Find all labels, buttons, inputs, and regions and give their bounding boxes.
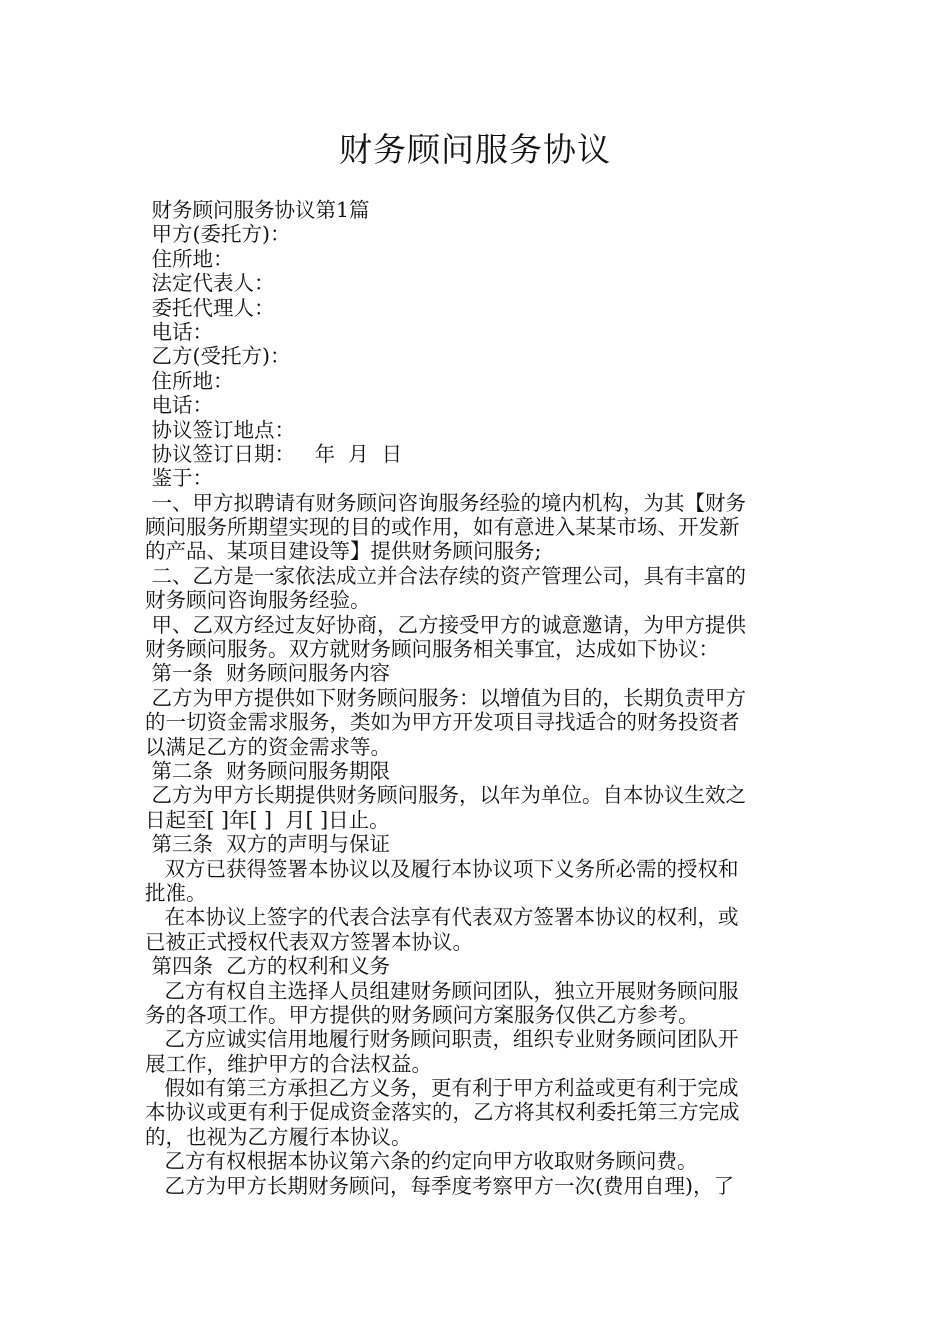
document-title: 财务顾问服务协议: [339, 130, 611, 169]
text-line: 财务顾问服务。双方就财务顾问服务相关事宜，达成如下协议：: [145, 637, 719, 662]
text-line: 财务顾问服务协议第1篇: [145, 198, 370, 222]
text-line: 顾问服务所期望实现的目的或作用，如有意进入某某市场、开发新: [145, 515, 740, 540]
text-line: 甲、乙双方经过友好协商，乙方接受甲方的诚意邀请，为甲方提供: [145, 612, 747, 637]
text-line: 甲方(委托方)：: [145, 222, 291, 247]
text-line: 的产品、某项目建设等】提供财务顾问服务;: [145, 539, 542, 564]
text-line: 协议签订日期： 年 月 日: [145, 441, 403, 466]
text-line: 乙方(受托方)：: [145, 344, 291, 369]
text-line: 的，也视为乙方履行本协议。: [145, 1124, 412, 1149]
text-line: 协议签订地点：: [145, 417, 296, 442]
text-line: 乙方应诚实信用地履行财务顾问职责，组织专业财务顾问团队开: [145, 1027, 739, 1052]
text-line: 乙方为甲方长期提供财务顾问服务，以年为单位。自本协议生效之: [145, 783, 747, 808]
text-line: 第二条 财务顾问服务期限: [145, 758, 391, 783]
text-line: 法定代表人：: [145, 271, 275, 296]
text-line: 财务顾问咨询服务经验。: [145, 588, 371, 613]
text-line: 第三条 双方的声明与保证: [145, 832, 391, 857]
text-line: 本协议或更有利于促成资金落实的，乙方将其权利委托第三方完成: [145, 1100, 740, 1125]
text-line: 批准。: [145, 880, 207, 905]
text-line: 假如有第三方承担乙方义务，更有利于甲方利益或更有利于完成: [145, 1076, 739, 1101]
text-line: 鉴于：: [145, 466, 214, 491]
text-line: 日起至[ ]年[ ] 月[ ]日止。: [145, 807, 390, 832]
document-body: [145, 198, 810, 1198]
text-line: 已被正式授权代表双方签署本协议。: [145, 929, 473, 954]
text-line: 的一切资金需求服务，类如为甲方开发项目寻找适合的财务投资者: [145, 710, 740, 735]
text-line: 一、甲方拟聘请有财务顾问咨询服务经验的境内机构，为其【财务: [145, 490, 747, 515]
text-line: 在本协议上签字的代表合法享有代表双方签署本协议的权利，或: [145, 905, 739, 930]
text-line: 第四条 乙方的权利和义务: [145, 954, 391, 979]
text-line: 住所地：: [145, 246, 234, 271]
text-line: 乙方有权自主选择人员组建财务顾问团队，独立开展财务顾问服: [145, 978, 739, 1003]
text-line: 委托代理人：: [145, 295, 275, 320]
text-line: 乙方有权根据本协议第六条的约定向甲方收取财务顾问费。: [145, 1149, 698, 1174]
text-line: 住所地：: [145, 368, 234, 393]
text-line: 以满足乙方的资金需求等。: [145, 734, 391, 759]
text-line: 乙方为甲方提供如下财务顾问服务：以增值为目的，长期负责甲方: [145, 685, 747, 710]
text-line: 双方已获得签署本协议以及履行本协议项下义务所必需的授权和: [145, 856, 739, 881]
text-line: 展工作，维护甲方的合法权益。: [145, 1051, 432, 1076]
text-line: 务的各项工作。甲方提供的财务顾问方案服务仅供乙方参考。: [145, 1002, 699, 1027]
text-line: 电话：: [145, 319, 214, 344]
text-line: 乙方为甲方长期财务顾问，每季度考察甲方一次(费用自理)，了: [145, 1173, 735, 1198]
text-line: 二、乙方是一家依法成立并合法存续的资产管理公司，具有丰富的: [145, 563, 747, 588]
text-line: 电话：: [145, 393, 214, 418]
text-line: 第一条 财务顾问服务内容: [145, 661, 391, 686]
